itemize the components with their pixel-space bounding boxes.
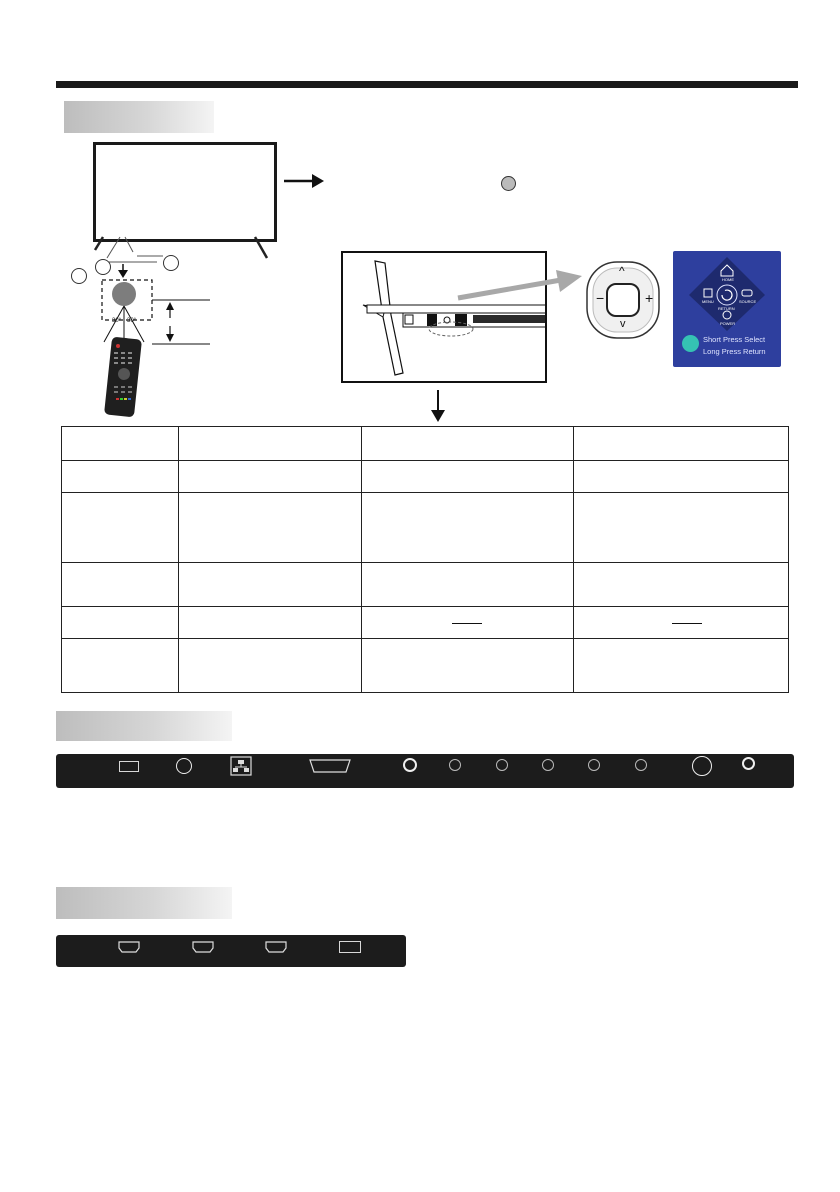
rear-large-jack[interactable] (692, 756, 712, 776)
power-label: POWER (720, 321, 736, 326)
spec-table (61, 426, 789, 693)
table-underline-1 (452, 623, 482, 624)
side-port-panel (56, 935, 406, 967)
joystick-function-card (673, 251, 781, 367)
side-hdmi-port-1[interactable] (118, 941, 140, 953)
header-rule (56, 81, 798, 88)
angle-left-label: 30° (112, 318, 122, 324)
joystick-control[interactable] (585, 260, 661, 340)
return-label: RETURN (718, 306, 735, 311)
section-tab-side (56, 887, 232, 919)
side-hdmi-port-2[interactable] (192, 941, 214, 953)
rear-audio-jack-4[interactable] (588, 759, 600, 771)
source-label: SOURCE (739, 299, 757, 304)
joystick-left-icon: − (596, 290, 605, 306)
rear-vga-port[interactable] (307, 758, 353, 774)
joystick-up-icon: ^ (619, 264, 625, 278)
arrow-right-icon (284, 171, 326, 191)
table-underline-2 (672, 623, 702, 624)
rear-small-jack[interactable] (742, 757, 755, 770)
joystick-diamond (673, 251, 781, 331)
rear-audio-jack-2[interactable] (496, 759, 508, 771)
short-press-text: Short Press Select (703, 335, 766, 344)
section-tab-rear (56, 711, 232, 741)
zoom-arrow (456, 266, 584, 306)
angle-right-label: 30° (127, 318, 137, 324)
remote-control-icon (104, 336, 144, 418)
side-usb-port[interactable] (339, 941, 361, 953)
callout-circle-1 (71, 268, 87, 284)
rear-lan-port[interactable] (230, 756, 252, 776)
home-label: HOME (722, 277, 734, 282)
side-hdmi-port-3[interactable] (265, 941, 287, 953)
joystick-right-icon: + (645, 290, 654, 306)
rear-coax-port[interactable] (176, 758, 192, 774)
indicator-dot (501, 176, 516, 191)
arrow-down-icon (428, 390, 448, 424)
rear-av-jack[interactable] (403, 758, 417, 772)
rear-audio-jack-3[interactable] (542, 759, 554, 771)
tv-screen (93, 142, 277, 242)
rear-port-panel (56, 754, 794, 788)
return-icon (682, 335, 699, 352)
rear-audio-jack-5[interactable] (635, 759, 647, 771)
joystick-down-icon: v (620, 318, 626, 330)
menu-label: MENU (702, 299, 714, 304)
rear-hdmi-port[interactable] (119, 761, 139, 772)
long-press-text: Long Press Return (703, 347, 766, 356)
tv-stand (85, 234, 280, 264)
rear-audio-jack-1[interactable] (449, 759, 461, 771)
section-tab-top (64, 101, 214, 133)
